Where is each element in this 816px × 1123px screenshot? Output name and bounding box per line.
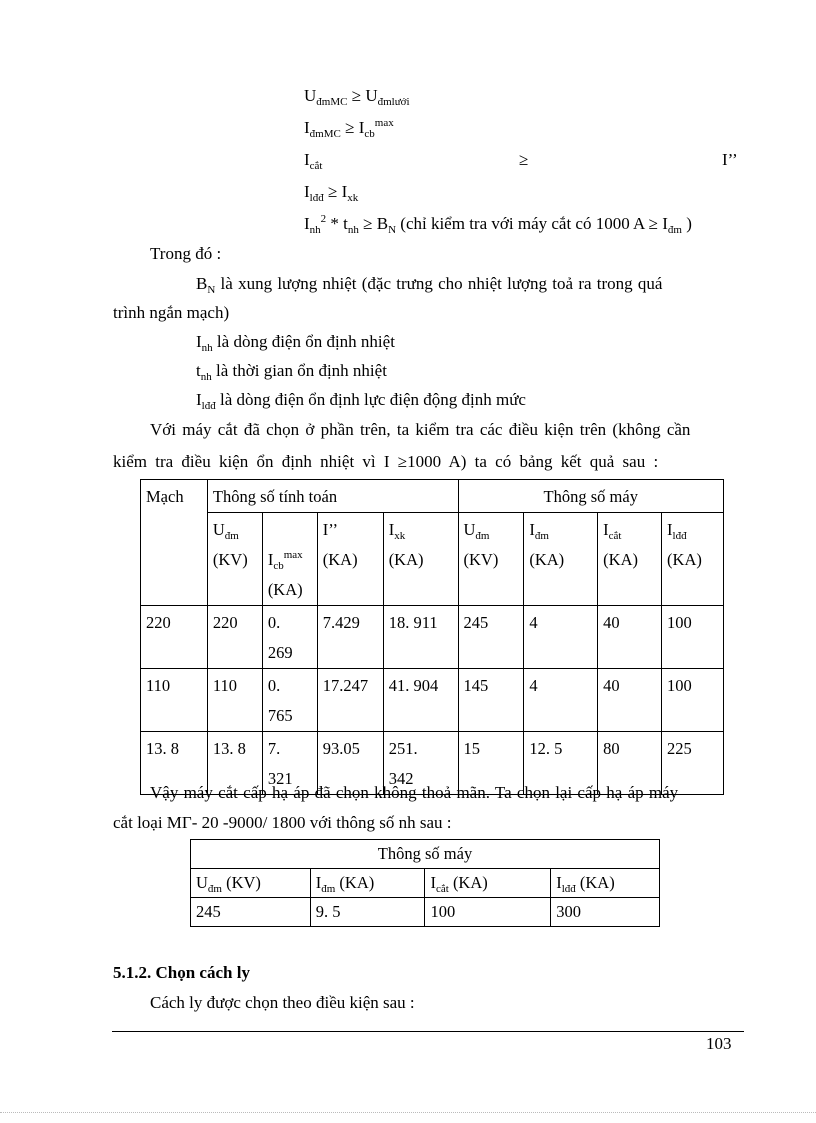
col-ixk: $I_{xk}$ (KA) [383, 513, 458, 606]
condition-udm: $U_{đmMC} \ge U_{đmlưới}$ [304, 86, 410, 108]
header-machine: Thông số máy [458, 480, 724, 513]
para2-line2: cắt loại МГ- 20 -9000/ 1800 với thông số nh sau : [113, 813, 452, 832]
header-calc: Thông số tính toán [207, 480, 458, 513]
def-ildd: $I_{lđđ}$ là dòng điện ổn định lực điện động định mức [196, 390, 526, 412]
cell-ipp: 7.429 [317, 606, 383, 669]
def-inh: $I_{nh}$ là dòng điện ổn định nhiệt [196, 332, 395, 354]
cell-ildd: 100 [662, 669, 724, 732]
table2-title-row [191, 840, 660, 869]
def-bn-line1: $B_N$ là xung lượng nhiệt (đặc trưng cho nhiệt lượng toả ra trong quá [196, 274, 663, 296]
cell-ixk: 18. 911 [383, 606, 458, 669]
cell-icat: 80 [598, 732, 662, 795]
col-ildd: $I_{lđđ}$ (KA) [662, 513, 724, 606]
table2-col-idm: $I_{đm}$ (KA) [310, 869, 425, 898]
new-breaker-table [190, 839, 660, 927]
section-heading: 5.1.2. Chọn cách ly [113, 963, 250, 982]
col-idm: $I_{đm}$ (KA) [524, 513, 598, 606]
cell-idm: 4 [524, 606, 598, 669]
cell-icb: 7. 321 [262, 732, 317, 795]
col-icb: $I_{cb}^{max}$ (KA) [262, 513, 317, 606]
page-number: 103 [706, 1034, 732, 1053]
table2-col-udm: $U_{đm}$ (KV) [191, 869, 311, 898]
para1-line2: kiểm tra điều kiện ổn định nhiệt vì I ≥1000 A) ta có bảng kết quả sau : [113, 452, 659, 471]
cell-ildd: 225 [662, 732, 724, 795]
col-udm: $U_{đm}$ (KV) [207, 513, 262, 606]
table2-cell: 300 [551, 898, 660, 927]
header-mach: Mạch [141, 480, 208, 606]
condition-ildd: $I_{lđđ} \ge I_{xk}$ [304, 182, 359, 204]
para1-line1: Với máy cắt đã chọn ở phần trên, ta kiểm tra các điều kiện trên (không cần [150, 420, 691, 439]
footer-rule [112, 1031, 744, 1032]
results-table [140, 479, 724, 795]
col-icat: $I_{cắt}$ (KA) [598, 513, 662, 606]
table2-col-icat: $I_{cắt}$ (KA) [425, 869, 551, 898]
cell-mach: 220 [141, 606, 208, 669]
cell-icat: 40 [598, 669, 662, 732]
cell-icat: 40 [598, 606, 662, 669]
cell-mach: 13. 8 [141, 732, 208, 795]
cell-udm: 110 [207, 669, 262, 732]
table-row [191, 898, 660, 927]
section-text: Cách ly được chọn theo điều kiện sau : [150, 993, 415, 1012]
cell-udm-machine: 245 [458, 606, 524, 669]
cell-icb: 0. 269 [262, 606, 317, 669]
cell-icb: 0. 765 [262, 669, 317, 732]
para2-line1: Vậy máy cắt cấp hạ áp đã chọn không thoả mãn. Ta chọn lại cấp hạ áp máy [150, 783, 679, 802]
table2-header-row [191, 869, 660, 898]
table2-col-ildd: $I_{lđđ}$ (KA) [551, 869, 660, 898]
cell-ixk: 41. 904 [383, 669, 458, 732]
cell-udm: 220 [207, 606, 262, 669]
cell-udm: 13. 8 [207, 732, 262, 795]
cell-mach: 110 [141, 669, 208, 732]
table2-title: Thông số máy [191, 840, 660, 869]
cell-udm-machine: 15 [458, 732, 524, 795]
col-ipp: I’’ (KA) [317, 513, 383, 606]
condition-thermal: $I_{nh}^2 * t_{nh} \ge B_N$ (chỉ kiểm tra với máy cắt có 1000 $A \ge I_{đm}$ ) [304, 213, 692, 236]
condition-idm: $I_{đmMC} \ge I_{cb}^{max}$ [304, 117, 394, 140]
table2-cell: 9. 5 [310, 898, 425, 927]
cell-udm-machine: 145 [458, 669, 524, 732]
condition-icat: $I_{cắt}$ ≥ I’’ [304, 150, 738, 172]
def-bn-line2: trình ngắn mạch) [113, 303, 230, 322]
table-header-row [141, 480, 724, 513]
cell-ipp: 17.247 [317, 669, 383, 732]
table-row [141, 669, 724, 732]
def-tnh: $t_{nh}$ là thời gian ổn định nhiệt [196, 361, 387, 383]
cell-idm: 12. 5 [524, 732, 598, 795]
page-bottom-border [0, 1112, 816, 1113]
col-udm-machine: $U_{đm}$ (KV) [458, 513, 524, 606]
cell-idm: 4 [524, 669, 598, 732]
table2-cell: 245 [191, 898, 311, 927]
table-subheader-row [141, 513, 724, 606]
cell-ipp: 93.05 [317, 732, 383, 795]
table2-cell: 100 [425, 898, 551, 927]
table-row [141, 606, 724, 669]
cell-ildd: 100 [662, 606, 724, 669]
where-label: Trong đó : [150, 244, 222, 263]
cell-ixk: 251. 342 [383, 732, 458, 795]
